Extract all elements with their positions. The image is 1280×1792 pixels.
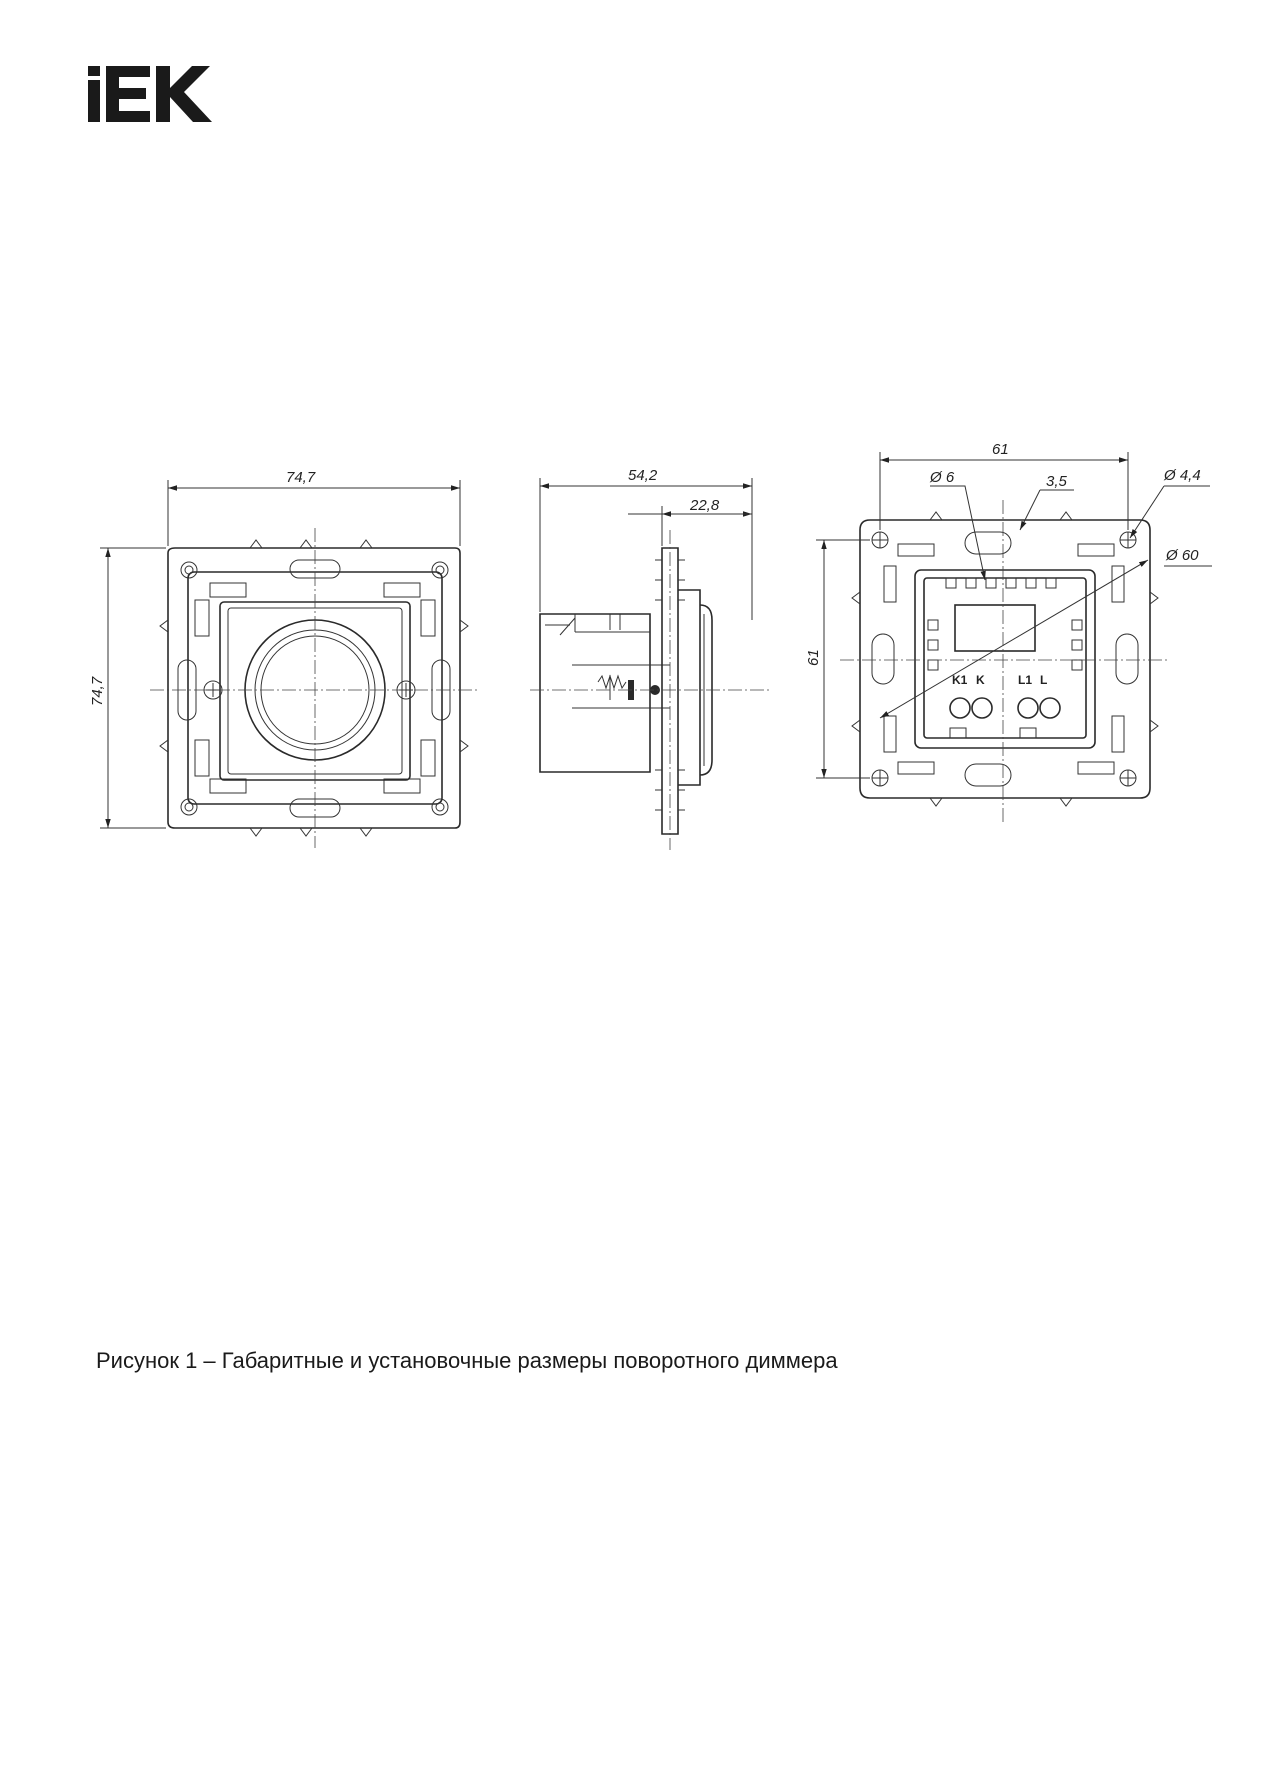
back-screw-hole-dim: Ø 4,4	[1164, 467, 1201, 484]
side-depth-dim: 54,2	[628, 467, 658, 484]
side-view	[530, 467, 770, 850]
terminal-l1: L1	[1018, 673, 1033, 687]
figure-caption: Рисунок 1 – Габаритные и установочные размеры поворотного диммера	[96, 1348, 838, 1373]
front-width-dim: 74,7	[286, 469, 316, 486]
terminal-k: K	[976, 673, 985, 687]
back-spacing-h-dim: 61	[992, 441, 1009, 458]
side-front-dim: 22,8	[690, 497, 720, 514]
terminal-l: L	[1040, 673, 1048, 687]
back-spacing-v-dim: 61	[805, 649, 822, 666]
front-height-dim: 74,7	[89, 676, 106, 706]
back-circle-dim: Ø 60	[1166, 547, 1199, 564]
front-view	[89, 469, 478, 848]
terminal-k1: K1	[952, 673, 968, 687]
back-view	[805, 441, 1212, 822]
back-slot-dim: 3,5	[1046, 473, 1067, 490]
back-hole-dim: Ø 6	[930, 469, 955, 486]
